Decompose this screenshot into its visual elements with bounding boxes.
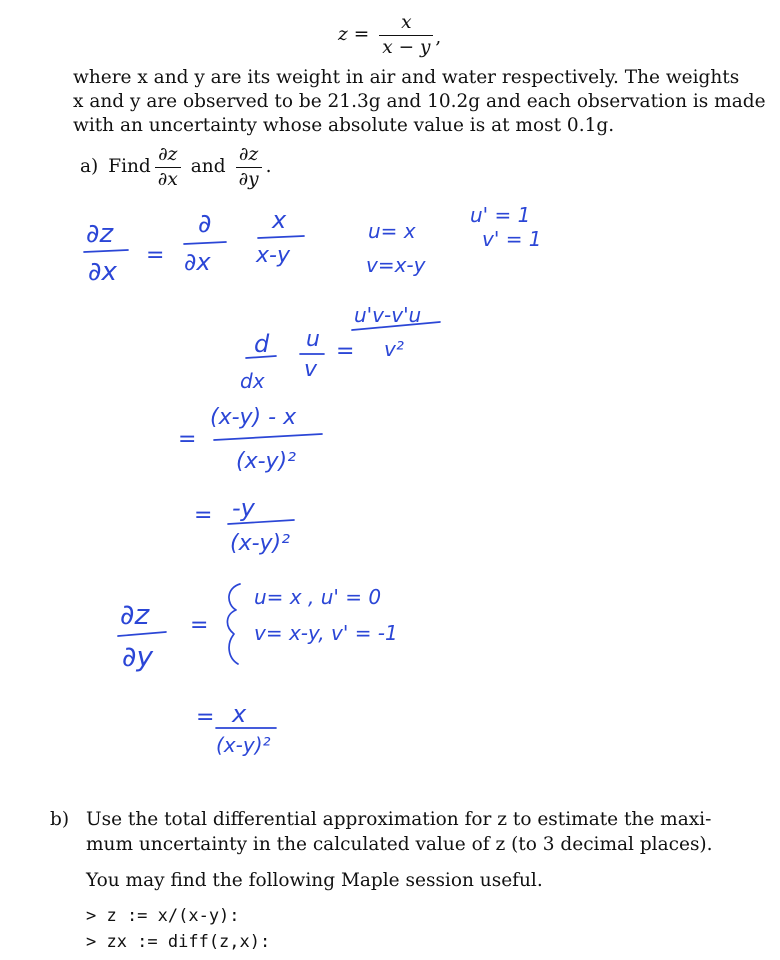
hw-d-small-den: dx [240,369,265,393]
hw-fraction-bar [258,236,304,238]
hw-dzdx-den: ∂x [88,257,117,287]
hw-dzdy-num: ∂z [120,598,150,631]
hw-equals: = [178,427,197,452]
hw-fraction-bar [214,434,322,440]
hw-u-over: u [306,327,320,352]
hw-d-num: ∂ [198,209,212,239]
hw-step1-den: (x-y)² [236,449,296,474]
hw-quotient-num: u'v-v'u [354,303,422,327]
part-a-find: Find [108,156,151,177]
hw-step1-num: (x-y) - x [210,405,297,430]
formula-numerator: x [401,11,412,33]
hw-fraction-bar [246,356,276,358]
hw-case-2: v= x-y, v' = -1 [254,621,398,645]
hw-d-small-num: d [254,330,270,358]
part-b-line-3: You may find the following Maple session useful. [86,870,543,891]
hw-u-def: u= x [368,219,416,243]
part-b-label: b) [50,809,70,830]
hw-result-den: (x-y)² [216,733,271,757]
intro-line-2: x and y are observed to be 21.3g and 10.2g and each observation is made [73,91,766,112]
hw-v-under: v [304,357,318,382]
hw-equals: = [190,613,209,638]
hw-case-1: u= x , u' = 0 [254,585,382,609]
hw-step2-den: (x-y)² [230,531,290,556]
hw-step2-num: -y [232,494,255,522]
frac-dzdy-den: ∂y [236,167,262,192]
hw-equals: = [196,705,215,730]
hw-equals: = [146,243,165,268]
hw-dzdy-den: ∂y [122,640,154,673]
part-a-label: a) [80,156,99,177]
hw-x-minus-y: x-y [256,243,290,268]
hw-brace [227,584,240,664]
hw-result-num: x [232,700,247,728]
hw-d-den: ∂x [184,248,211,276]
hw-fraction-bar [84,250,128,252]
maple-code-line-2: > zx := diff(z,x): [86,932,271,952]
maple-code-line-1: > z := x/(x-y): [86,906,240,926]
hw-u-prime: u' = 1 [470,203,531,227]
formula-denominator: x − y [379,35,433,60]
hw-x-numerator: x [272,206,287,234]
hw-equals: = [336,339,355,364]
frac-dzdy-num: ∂z [238,143,259,165]
hw-fraction-bar [184,242,226,244]
hw-v-prime: v' = 1 [482,227,542,251]
frac-dzdx-den: ∂x [155,167,181,192]
hw-dzdx-num: ∂z [86,219,114,249]
hw-quotient-den: v² [384,337,404,361]
part-a-period: . [265,156,272,177]
intro-line-1: where x and y are its weight in air and water respectively. The weights [73,67,740,88]
part-b-line-1: Use the total differential approximation for z to estimate the maxi- [86,809,712,830]
part-b-line-2: mum uncertainty in the calculated value of z (to 3 decimal places). [86,834,713,855]
formula-equals: = [353,24,370,45]
intro-line-3: with an uncertainty whose absolute value is at most 0.1g. [73,115,615,136]
formula-comma: , [435,27,442,48]
hw-v-def: v=x-y [366,253,426,277]
part-a-and: and [190,156,226,177]
frac-dzdx-num: ∂z [158,143,178,165]
hw-equals: = [194,503,213,528]
hw-fraction-bar [118,632,166,636]
formula-lhs: z [338,24,348,45]
